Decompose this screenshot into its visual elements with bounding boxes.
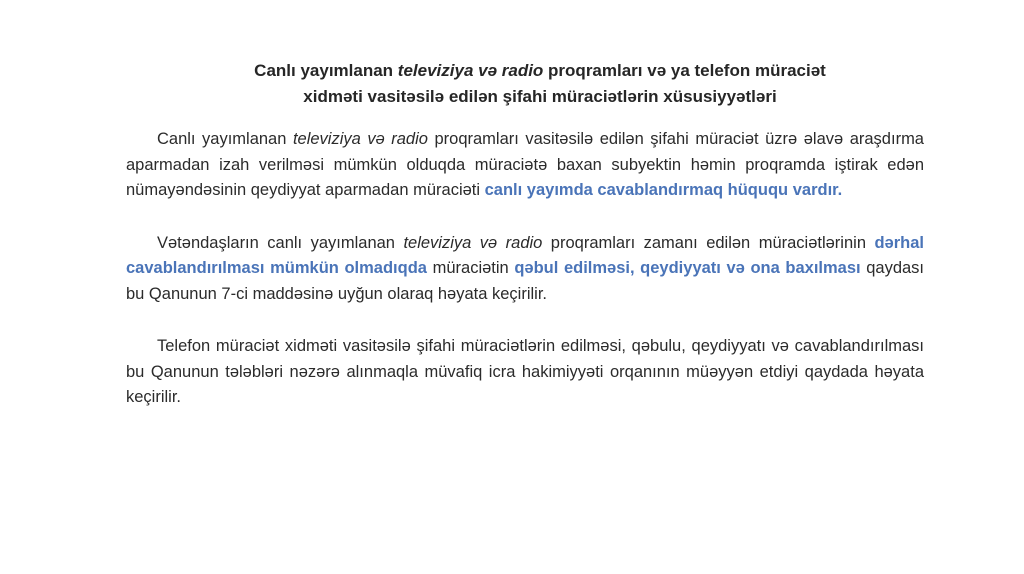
highlight-text: canlı yayımda cavablandırmaq hüququ vardır. [484,181,843,199]
italic-text: televiziya və radio [403,233,543,252]
highlight-text: dərhal cavablandırılması mümkün olmadıqda [126,233,924,277]
highlight-text: qəbul edilməsi, qeydiyyatı və ona baxılması [514,259,861,277]
slide-body [126,127,924,438]
slide-title [150,58,930,110]
title-line2: xidməti vasitəsilə edilən şifahi müraciətlərin xüsusiyyətləri [303,87,777,106]
title-line1: Canlı yayımlanan televiziya və radio proqramları və ya telefon müraciət [254,61,826,80]
italic-text: televiziya və radio [292,130,428,148]
paragraph-2: Vətəndaşların canlı yayımlanan televiziya və radio proqramları zamanı edilən müraciətlərinin dərhal cavablandırılması mümkün olmadıqda müraciətin qəbul edilməsi, qeydiyyatı və ona baxılması qaydası bu Qanunun 7-ci maddəsinə uyğun olaraq həyata keçirilir. [126,233,925,303]
paragraph-3: Telefon müraciət xidməti vasitəsilə şifahi müraciətlərin edilməsi, qəbulu, qeydiyyatı və cavablandırılması bu Qanunun tələbləri nəzərə alınmaqla müvafiq icra hakimiyyəti orqanının müəyyən etdiyi qaydada həyata keçirilir. [126,337,924,406]
paragraph-1: Canlı yayımlanan televiziya və radio proqramları vasitəsilə edilən şifahi müraciət üzrə əlavə araşdırma aparmadan izah verilməsi mümkün olduqda müraciətə baxan subyektin həmin proqramda iştirak edən nümayəndəsinin qeydiyyat aparmadan müraciəti canlı yayımda cavablandırmaq hüququ vardır. [126,130,924,199]
title-italic: televiziya və radio [397,61,544,80]
